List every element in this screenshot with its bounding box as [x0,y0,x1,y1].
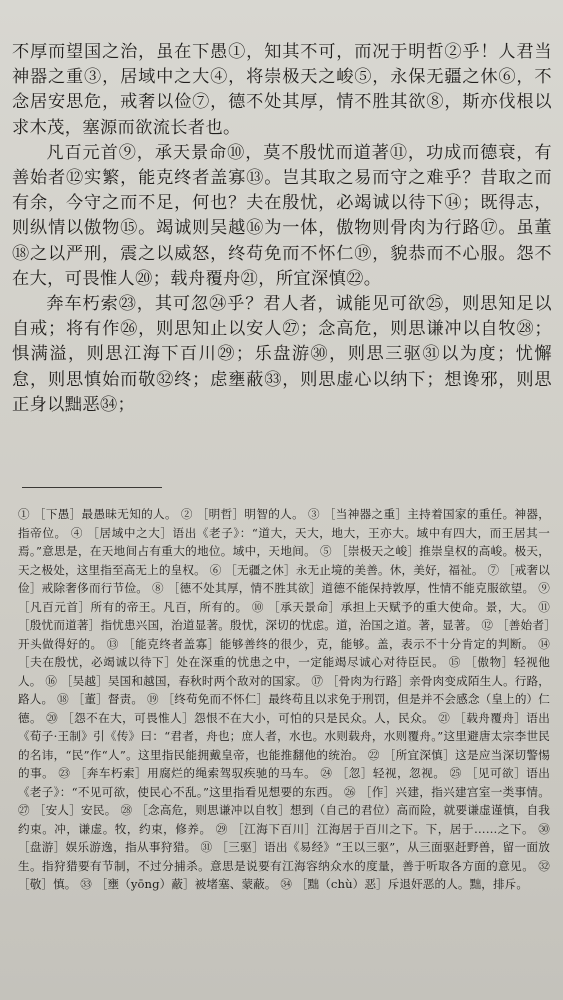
paragraph-2: 凡百元首⑨，承天景命⑩，莫不殷忧而道著⑪，功成而德衰，有善始者⑫实繁，能克终者盖寡⑬。岂其取之易而守之难乎？昔取之而有余，今守之而不足，何也？夫在殷忧，必竭诚以待下⑭；既得志，则纵情以傲物⑮。竭诚则吴越⑯为一体，傲物则骨肉为行路⑰。虽董⑱之以严刑，震之以威怒，终苟免而不怀仁⑲，貌恭而不心服。怨不在大，可畏惟人⑳；载舟覆舟㉑，所宜深慎㉒。 [12,142,552,289]
main-text [12,40,552,418]
paragraph-1: 不厚而望国之治，虽在下愚①，知其不可，而况于明哲②乎！人君当神器之重③，居域中之大④，将崇极天之峻⑤，永保无疆之休⑥，不念居安思危，戒奢以俭⑦，德不处其厚，情不胜其欲⑧，斯亦伐根以求木茂，塞源而欲流长者也。 [12,42,552,138]
footnote-block: ① ［下愚］最愚昧无知的人。 ② ［明哲］明智的人。 ③ ［当神器之重］主持着国家的重任。神器，指帝位。 ④ ［居域中之大］语出《老子》：“道大，天大，地大，王亦大。域中有四大，而王居其一焉。”意思是，在天地间占有重大的地位。域中，天地间。 ⑤ ［崇极天之峻］推崇皇权的高峻。极天，天之极处，这里指至高无上的皇权。 ⑥ ［无疆之休］永无止境的美善。休，美好，福祉。 ⑦ ［戒奢以俭］戒除奢侈而行节俭。 ⑧ ［德不处其厚，情不胜其欲］道德不能保持敦厚，性情不能克服欲望。 ⑨ ［凡百元首］所有的帝王。凡百，所有的。 ⑩ ［承天景命］承担上天赋予的重大使命。景，大。 ⑪ ［殷忧而道著］指忧患兴国，治道显著。殷忧，深切的忧虑。道，治国之道。著，显著。 ⑫ ［善始者］开头做得好的。 ⑬ ［能克终者盖寡］能够善终的很少，克，能够。盖，表示不十分肯定的判断。 ⑭ ［夫在殷忧，必竭诚以待下］处在深重的忧患之中，一定能竭尽诚心对待臣民。 ⑮ ［傲物］轻视他人。 ⑯ ［吴越］吴国和越国，春秋时两个敌对的国家。 ⑰ ［骨肉为行路］亲骨肉变成陌生人。行路，路人。 ⑱ ［董］督责。 ⑲ ［终苟免而不怀仁］最终苟且以求免于刑罚，但是并不会感念（皇上的）仁德。 ⑳ ［怨不在大，可畏惟人］怨恨不在大小，可怕的只是民众。人，民众。 ㉑ ［载舟覆舟］语出《荀子·王制》引《传》曰：“君者，舟也；庶人者，水也。水则载舟，水则覆舟。”这里避唐太宗李世民的名讳，“民”作“人”。这里指民能拥戴皇帝，也能推翻他的统治。 ㉒ ［所宜深慎］这是应当深切警惕的事。 ㉓ ［奔车朽索］用腐烂的绳索驾驭疾驰的马车。 ㉔ ［忽］轻视，忽视。 ㉕ ［见可欲］语出《老子》：“不见可欲，使民心不乱。”这里指看见想要的东西。 ㉖ ［作］兴建，指兴建宫室一类事情。 ㉗ ［安人］安民。 ㉘ ［念高危，则思谦冲以自牧］想到（自己的君位）高而险，就要谦虚谨慎，自我约束。冲，谦虚。牧，约束，修养。 ㉙ ［江海下百川］江海居于百川之下。下，居于……之下。 ㉚ ［盘游］娱乐游逸，指从事狩猎。 ㉛ ［三驱］语出《易经》“王以三驱”，从三面驱赶野兽，留一面放生。指狩猎要有节制，不过分捕杀。意思是说要有江海容纳众水的度量，善于听取各方面的意见。 ㉜ ［敬］慎。 ㉝ ［壅（yōng）蔽］被堵塞、蒙蔽。 ㉞ ［黜（chù）恶］斥退奸恶的人。黜，排斥。 [18,507,550,891]
footnote-divider [22,487,162,488]
paragraph-3: 奔车朽索㉓，其可忽㉔乎？君人者，诚能见可欲㉕，则思知足以自戒；将有作㉖，则思知止以安人㉗；念高危，则思谦冲以自牧㉘；惧满溢，则思江海下百川㉙；乐盘游㉚，则思三驱㉛以为度；忧懈怠，则思慎始而敬㉜终；虑壅蔽㉝，则思虚心以纳下；想谗邪，则思正身以黜恶㉞； [12,294,552,415]
footnotes [18,505,550,894]
